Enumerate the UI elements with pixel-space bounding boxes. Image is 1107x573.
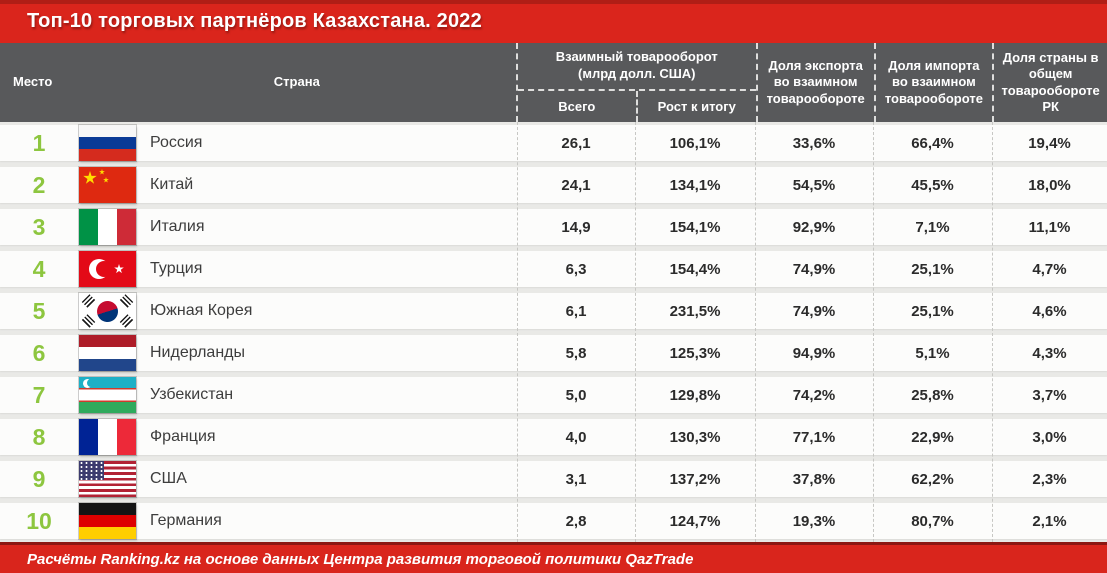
page-title: Топ-10 торговых партнёров Казахстана. 2022 bbox=[27, 10, 482, 32]
import-share-cell bbox=[873, 209, 992, 245]
growth-value: 154,4% bbox=[669, 260, 721, 278]
total-cell bbox=[517, 209, 635, 245]
export-share-value: 74,2% bbox=[792, 386, 836, 404]
growth-cell bbox=[635, 377, 755, 413]
country-share-value: 11,1% bbox=[1028, 218, 1071, 236]
growth-cell bbox=[635, 461, 755, 497]
turnover-title-line2: (млрд долл. США) bbox=[578, 66, 696, 81]
total-cell bbox=[517, 251, 635, 287]
export-share-value: 74,9% bbox=[792, 260, 836, 278]
country-share-value: 2,1% bbox=[1032, 512, 1067, 530]
export-share-cell bbox=[755, 293, 873, 329]
total-cell bbox=[517, 503, 635, 539]
total-value: 24,1 bbox=[561, 176, 591, 194]
country-share-cell bbox=[992, 503, 1107, 539]
total-cell bbox=[517, 377, 635, 413]
country-name: Южная Корея bbox=[150, 302, 253, 319]
country-share-cell bbox=[992, 293, 1107, 329]
country-share-cell bbox=[992, 461, 1107, 497]
source-note: Расчёты Ranking.kz на основе данных Центра развития торговой политики QazTrade bbox=[27, 550, 694, 568]
country-share-value: 2,3% bbox=[1032, 470, 1067, 488]
total-value: 5,0 bbox=[565, 386, 587, 404]
country-name: Россия bbox=[150, 134, 203, 151]
total-value: 3,1 bbox=[565, 470, 587, 488]
country-name: Германия bbox=[150, 512, 222, 529]
china-flag-icon bbox=[79, 167, 136, 203]
country-share-value: 4,3% bbox=[1032, 344, 1067, 362]
import-share-cell bbox=[873, 167, 992, 203]
country-cell bbox=[78, 251, 517, 287]
table-row bbox=[0, 500, 1107, 542]
column-header-place: Место bbox=[13, 74, 53, 90]
france-flag-icon bbox=[79, 419, 136, 455]
growth-cell bbox=[635, 125, 755, 161]
country-cell bbox=[78, 335, 517, 371]
column-header-country-share: Доля страны в общем товарообороте РК bbox=[992, 43, 1107, 122]
country-share-value: 3,7% bbox=[1032, 386, 1067, 404]
export-share-value: 74,9% bbox=[792, 302, 836, 320]
export-share-value: 77,1% bbox=[792, 428, 836, 446]
rank-cell bbox=[0, 167, 78, 203]
table-row bbox=[0, 332, 1107, 374]
column-header-import-share: Доля импорта во взаимном товарообороте bbox=[874, 43, 993, 122]
rank-cell bbox=[0, 377, 78, 413]
export-share-value: 19,3% bbox=[792, 512, 836, 530]
country-cell bbox=[78, 209, 517, 245]
table-row bbox=[0, 206, 1107, 248]
column-header-country: Страна bbox=[273, 74, 320, 90]
rank-number: 6 bbox=[32, 339, 46, 366]
import-share-value: 80,7% bbox=[911, 512, 954, 530]
rank-cell bbox=[0, 503, 78, 539]
export-share-cell bbox=[755, 335, 873, 371]
rank-cell bbox=[0, 209, 78, 245]
germany-flag-icon bbox=[79, 503, 136, 539]
italy-flag-icon bbox=[79, 209, 136, 245]
table-row bbox=[0, 458, 1107, 500]
total-cell bbox=[517, 335, 635, 371]
country-share-cell bbox=[992, 167, 1107, 203]
import-share-value: 62,2% bbox=[911, 470, 954, 488]
import-share-value: 22,9% bbox=[911, 428, 954, 446]
export-share-cell bbox=[755, 503, 873, 539]
table-row bbox=[0, 164, 1107, 206]
table-row bbox=[0, 122, 1107, 164]
turkey-flag-icon bbox=[79, 251, 136, 287]
growth-cell bbox=[635, 503, 755, 539]
country-name: Узбекистан bbox=[150, 386, 234, 403]
import-share-value: 66,4% bbox=[911, 134, 954, 152]
table-row bbox=[0, 374, 1107, 416]
total-value: 2,8 bbox=[565, 512, 587, 530]
country-cell bbox=[78, 293, 517, 329]
growth-value: 130,3% bbox=[669, 428, 721, 446]
total-cell bbox=[517, 461, 635, 497]
rank-number: 10 bbox=[26, 507, 52, 534]
rank-number: 4 bbox=[32, 255, 46, 282]
growth-value: 231,5% bbox=[669, 302, 721, 320]
rank-number: 8 bbox=[32, 423, 46, 450]
import-share-cell bbox=[873, 377, 992, 413]
country-name: Италия bbox=[150, 218, 205, 235]
rank-cell bbox=[0, 335, 78, 371]
import-share-value: 25,1% bbox=[911, 302, 954, 320]
import-share-cell bbox=[873, 125, 992, 161]
rank-cell bbox=[0, 251, 78, 287]
usa-flag-icon bbox=[79, 461, 136, 497]
import-share-value: 45,5% bbox=[911, 176, 954, 194]
export-share-cell bbox=[755, 209, 873, 245]
country-share-cell bbox=[992, 251, 1107, 287]
import-share-cell bbox=[873, 419, 992, 455]
country-share-cell bbox=[992, 125, 1107, 161]
growth-cell bbox=[635, 335, 755, 371]
turnover-subheaders bbox=[518, 89, 756, 122]
growth-cell bbox=[635, 293, 755, 329]
import-share-cell bbox=[873, 503, 992, 539]
rank-number: 9 bbox=[32, 465, 46, 492]
growth-cell bbox=[635, 209, 755, 245]
export-share-cell bbox=[755, 251, 873, 287]
country-name: США bbox=[150, 470, 187, 487]
growth-value: 134,1% bbox=[669, 176, 721, 194]
total-value: 4,0 bbox=[565, 428, 587, 446]
column-group-turnover-title bbox=[518, 43, 756, 89]
export-share-value: 37,8% bbox=[792, 470, 836, 488]
import-share-value: 7,1% bbox=[915, 218, 950, 236]
import-share-cell bbox=[873, 335, 992, 371]
country-name: Нидерланды bbox=[150, 344, 245, 361]
export-share-cell bbox=[755, 377, 873, 413]
growth-value: 154,1% bbox=[669, 218, 721, 236]
country-share-cell bbox=[992, 335, 1107, 371]
import-share-value: 25,8% bbox=[911, 386, 954, 404]
growth-cell bbox=[635, 251, 755, 287]
export-share-cell bbox=[755, 419, 873, 455]
title-bar bbox=[0, 0, 1107, 43]
column-header-growth: Рост к итогу bbox=[636, 91, 756, 122]
rank-cell bbox=[0, 125, 78, 161]
country-share-value: 19,4% bbox=[1028, 134, 1071, 152]
country-cell bbox=[78, 125, 517, 161]
table-header bbox=[0, 43, 1107, 122]
rank-number: 1 bbox=[32, 129, 46, 156]
footer-bar bbox=[0, 542, 1107, 573]
table-row bbox=[0, 248, 1107, 290]
turnover-title-line1: Взаимный товарооборот bbox=[555, 49, 718, 65]
total-value: 6,1 bbox=[565, 302, 587, 320]
growth-value: 125,3% bbox=[669, 344, 721, 362]
country-cell bbox=[78, 503, 517, 539]
export-share-cell bbox=[755, 125, 873, 161]
import-share-value: 5,1% bbox=[915, 344, 950, 362]
country-cell bbox=[78, 167, 517, 203]
growth-cell bbox=[635, 419, 755, 455]
korea-flag-icon bbox=[79, 293, 136, 329]
total-value: 6,3 bbox=[565, 260, 587, 278]
growth-value: 106,1% bbox=[669, 134, 721, 152]
rank-number: 2 bbox=[32, 171, 46, 198]
country-cell bbox=[78, 419, 517, 455]
country-share-cell bbox=[992, 209, 1107, 245]
rank-cell bbox=[0, 461, 78, 497]
rank-number: 7 bbox=[32, 381, 46, 408]
export-share-value: 33,6% bbox=[792, 134, 836, 152]
total-value: 5,8 bbox=[565, 344, 587, 362]
column-group-turnover bbox=[516, 43, 756, 122]
export-share-value: 54,5% bbox=[792, 176, 836, 194]
total-cell bbox=[517, 125, 635, 161]
uzbekistan-flag-icon bbox=[79, 377, 136, 413]
total-cell bbox=[517, 419, 635, 455]
rank-cell bbox=[0, 419, 78, 455]
export-share-cell bbox=[755, 167, 873, 203]
country-name: Китай bbox=[150, 176, 194, 193]
export-share-cell bbox=[755, 461, 873, 497]
country-cell bbox=[78, 377, 517, 413]
country-name: Франция bbox=[150, 428, 216, 445]
import-share-value: 25,1% bbox=[911, 260, 954, 278]
import-share-cell bbox=[873, 251, 992, 287]
country-share-value: 3,0% bbox=[1032, 428, 1067, 446]
total-value: 14,9 bbox=[561, 218, 591, 236]
export-share-value: 92,9% bbox=[792, 218, 836, 236]
netherlands-flag-icon bbox=[79, 335, 136, 371]
country-share-cell bbox=[992, 377, 1107, 413]
import-share-cell bbox=[873, 293, 992, 329]
rank-number: 3 bbox=[32, 213, 46, 240]
total-cell bbox=[517, 167, 635, 203]
growth-value: 124,7% bbox=[669, 512, 721, 530]
rank-number: 5 bbox=[32, 297, 46, 324]
total-cell bbox=[517, 293, 635, 329]
country-share-value: 4,6% bbox=[1032, 302, 1067, 320]
country-name: Турция bbox=[150, 260, 203, 277]
country-share-value: 18,0% bbox=[1028, 176, 1071, 194]
growth-value: 137,2% bbox=[669, 470, 721, 488]
column-header-export-share: Доля экспорта во взаимном товарообороте bbox=[756, 43, 874, 122]
column-header-total: Всего bbox=[558, 99, 596, 114]
growth-value: 129,8% bbox=[669, 386, 721, 404]
table-body bbox=[0, 122, 1107, 542]
growth-cell bbox=[635, 167, 755, 203]
total-value: 26,1 bbox=[561, 134, 591, 152]
country-cell bbox=[78, 461, 517, 497]
table-row bbox=[0, 290, 1107, 332]
country-share-cell bbox=[992, 419, 1107, 455]
russia-flag-icon bbox=[79, 125, 136, 161]
rank-cell bbox=[0, 293, 78, 329]
import-share-cell bbox=[873, 461, 992, 497]
table-row bbox=[0, 416, 1107, 458]
export-share-value: 94,9% bbox=[792, 344, 836, 362]
country-share-value: 4,7% bbox=[1032, 260, 1067, 278]
